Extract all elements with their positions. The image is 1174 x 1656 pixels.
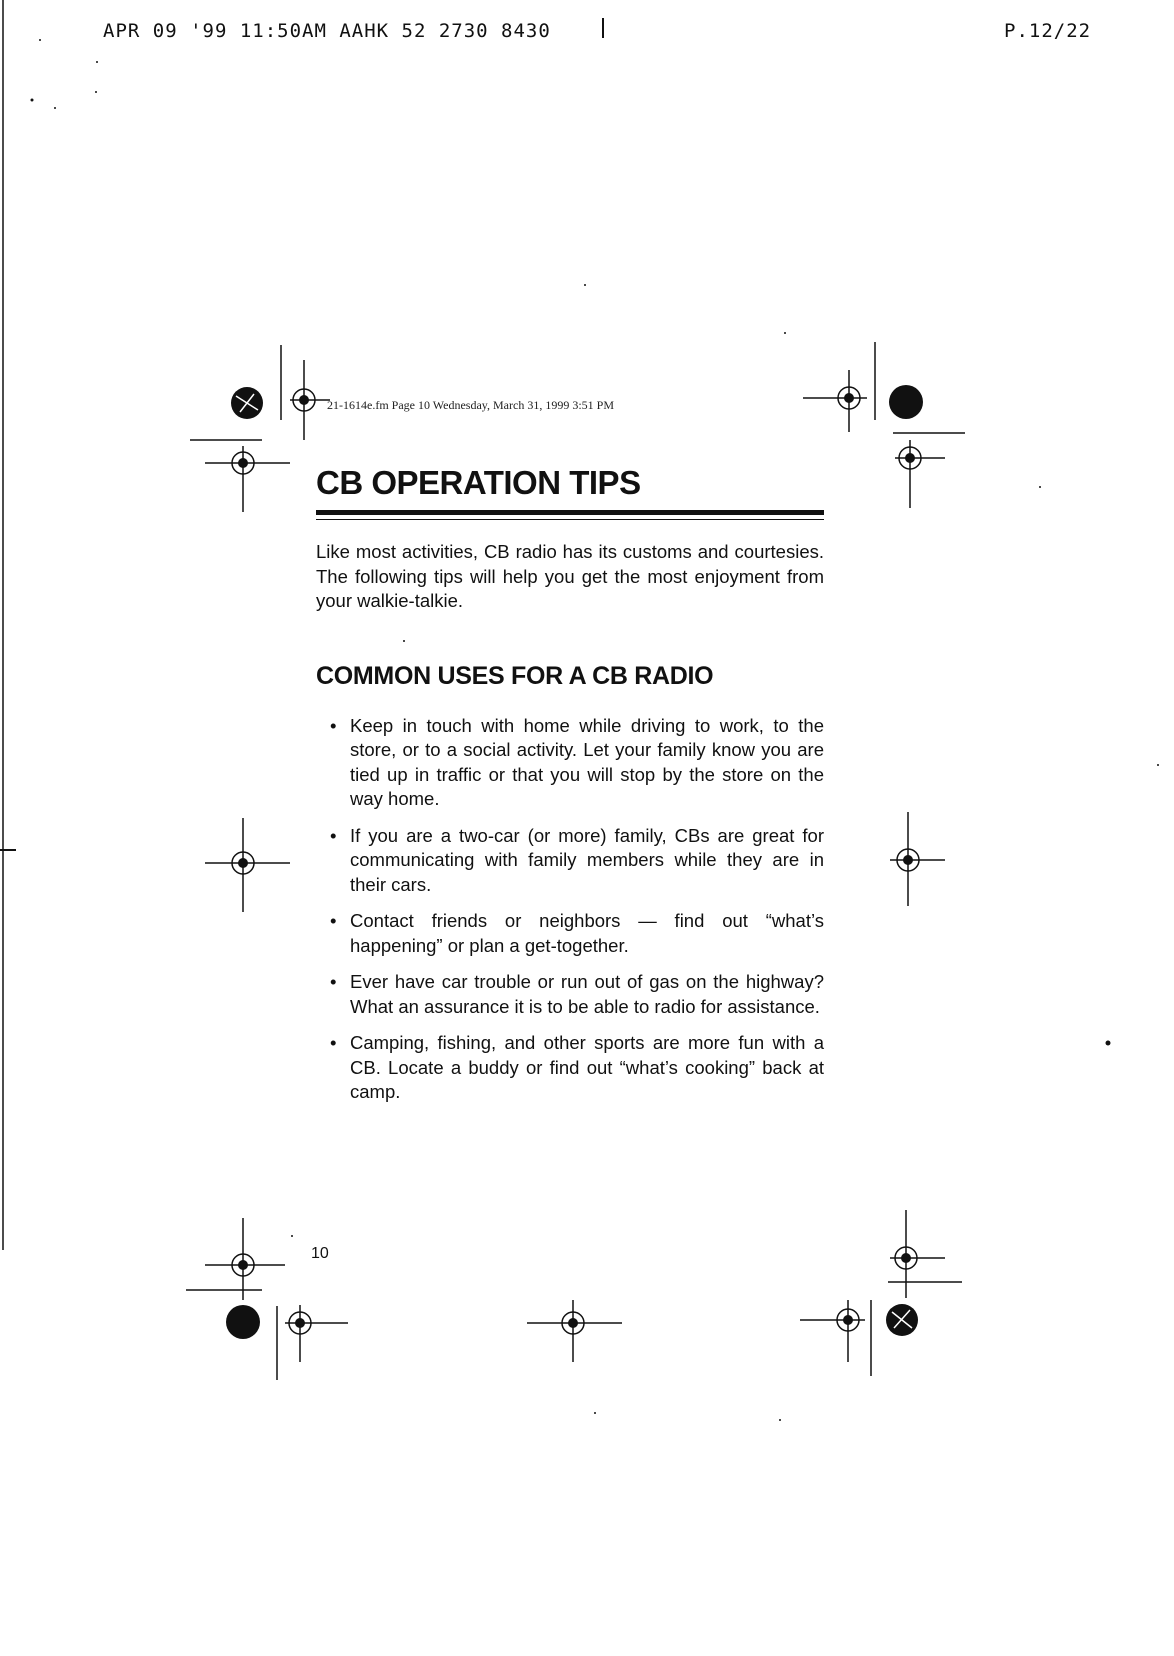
page-content <box>316 462 824 1117</box>
title-rule-thick <box>316 510 824 515</box>
list-item: • Ever have car trouble or run out of gas on the highway? What an assurance it is to be able to radio for assistance. <box>316 970 824 1019</box>
page-number: 10 <box>311 1245 329 1262</box>
intro-paragraph: Like most activities, CB radio has its customs and courtesies. The following tips will help you get the most enjoyment from your walkie-talkie. <box>316 541 824 611</box>
page-title: CB OPERATION TIPS <box>316 464 641 501</box>
list-item: • Contact friends or neighbors — find out “what’s happening” or plan a get-together. <box>316 909 824 958</box>
printer-slug: 21-1614e.fm Page 10 Wednesday, March 31, 1999 3:51 PM <box>327 398 614 412</box>
section-heading: COMMON USES FOR A CB RADIO <box>316 661 714 690</box>
list-item: • Keep in touch with home while driving to work, to the store, or to a social activity. Let your family know you are tied up in traffic or that you will stop by the store on the way home. <box>316 714 824 812</box>
uses-list <box>316 714 824 1105</box>
list-item: • If you are a two-car (or more) family, CBs are great for communicating with family members while they are in their cars. <box>316 824 824 898</box>
fax-header-page: P.12/22 <box>1004 20 1092 42</box>
fax-header-left: APR 09 '99 11:50AM AAHK 52 2730 8430 <box>103 20 551 42</box>
list-item: • Camping, fishing, and other sports are more fun with a CB. Locate a buddy or find out “what’s cooking” back at camp. <box>316 1031 824 1105</box>
title-rule-thin <box>316 519 824 520</box>
